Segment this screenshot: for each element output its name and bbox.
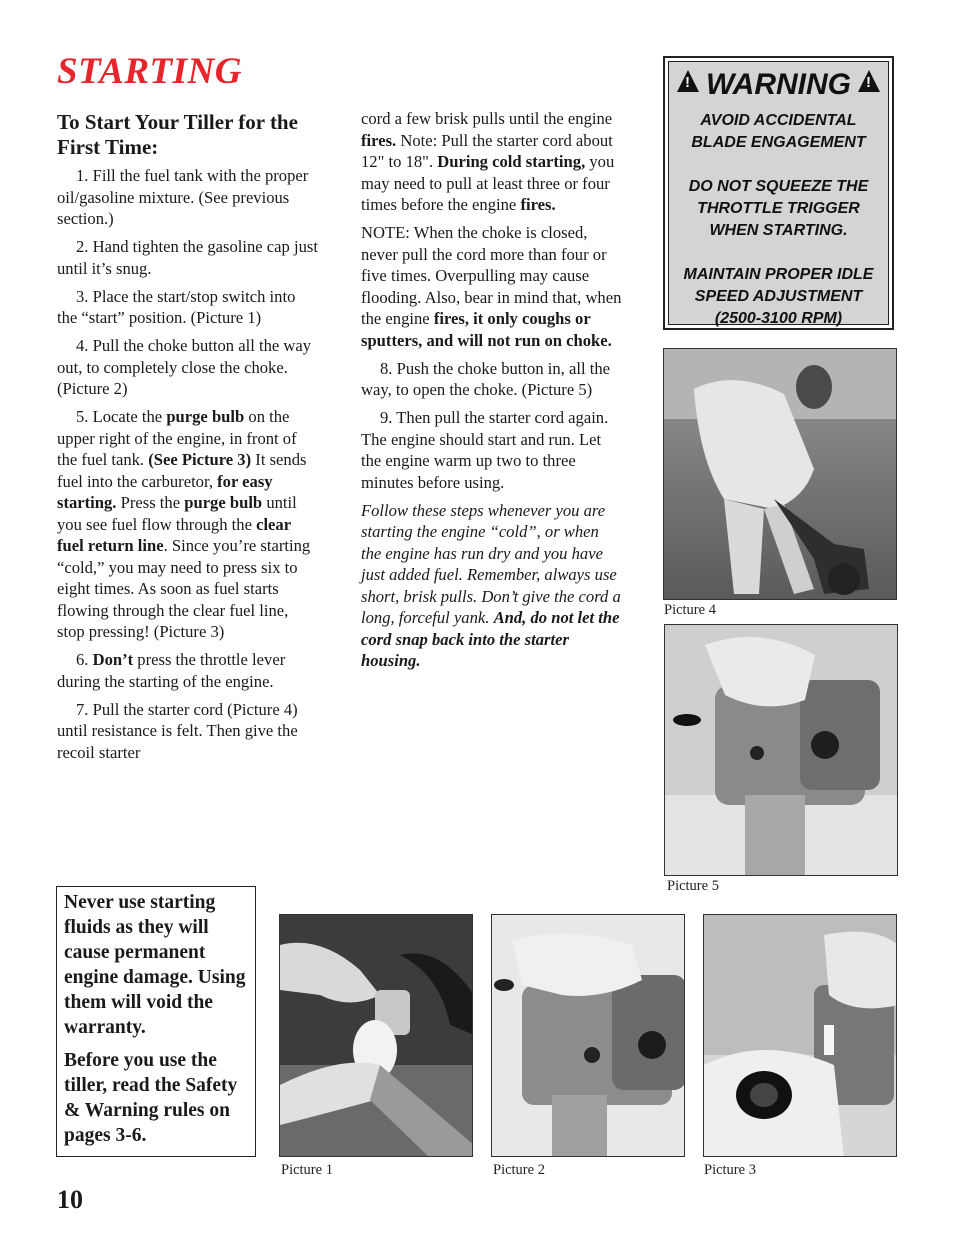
column-left — [57, 165, 319, 770]
picture-1-caption: Picture 1 — [281, 1162, 333, 1178]
step-5: 5. Locate the purge bulb on the upper right of the engine, in front of the fuel tank. (See Picture 3) It sends fuel into the carburetor, for easy starting. Press the purge bulb until you see fuel flow through the clear fuel return line. Since you’re starting “cold,” you may need to press six to eight times. As soon as fuel starts flowing through the clear fuel line, stop pressing! (Picture 3) — [57, 407, 311, 641]
picture-4-caption: Picture 4 — [664, 602, 716, 618]
step-8: 8. Push the choke button in, all the way, to open the choke. (Picture 5) — [361, 358, 610, 399]
warning-box — [663, 56, 894, 330]
picture-2-caption: Picture 2 — [493, 1162, 545, 1178]
warning-line-1: AVOID ACCIDENTAL BLADE ENGAGEMENT — [691, 112, 866, 151]
step-7: 7. Pull the starter cord (Picture 4) until resistance is felt. Then give the recoil starter — [57, 699, 298, 762]
choke-note: NOTE: When the choke is closed, never pull the cord more than four or five times. Overpulling may cause flooding. Also, bear in mind that, when the engine fires, it only coughs or sputters, and will not run on choke. — [361, 223, 622, 350]
step-7-continued: cord a few brisk pulls until the engine fires. Note: Pull the starter cord about 12" to 18". During cold starting, you may need to pull at least three or four times before the engine fires. — [361, 109, 615, 214]
page-number: 10 — [57, 1185, 83, 1214]
step-6: 6. Don’t press the throttle lever during the starting of the engine. — [57, 650, 286, 691]
page-title: STARTING — [57, 51, 242, 92]
warning-title: WARNING — [706, 68, 851, 101]
picture-2-image — [491, 914, 685, 1157]
notice-safety-rules: Before you use the tiller, read the Safety & Warning rules on pages 3-6. — [64, 1050, 238, 1146]
picture-5-image — [664, 624, 898, 876]
warning-panel — [668, 61, 889, 325]
notice-starting-fluids: Never use starting fluids as they will cause permanent engine damage. Using them will void the warranty. — [64, 892, 246, 1038]
picture-4-image — [663, 348, 897, 600]
notice-box — [56, 886, 256, 1157]
warning-triangle-icon: ! — [677, 70, 699, 92]
step-1: 1. Fill the fuel tank with the proper oil/gasoline mixture. (See previous section.) — [57, 166, 309, 228]
warning-line-2: DO NOT SQUEEZE THE THROTTLE TRIGGER WHEN STARTING. — [688, 178, 869, 239]
picture-3-image — [703, 914, 897, 1157]
step-2: 2. Hand tighten the gasoline cap just until it’s snug. — [57, 237, 318, 278]
warning-triangle-icon: ! — [858, 70, 880, 92]
picture-3-caption: Picture 3 — [704, 1162, 756, 1178]
picture-1-image — [279, 914, 473, 1157]
step-9: 9. Then pull the starter cord again. The engine should start and run. Let the engine warm up two to three minutes before using. — [361, 408, 609, 492]
column-middle — [361, 108, 623, 678]
cold-start-note: Follow these steps whenever you are starting the engine “cold”, or when the engine has run dry and you have just added fuel. Remember, always use short, brisk pulls. Don’t give the cord a long, forceful yank. And, do not let the cord snap back into the starter housing. — [361, 500, 621, 670]
warning-line-3: MAINTAIN PROPER IDLE SPEED ADJUSTMENT (2500-3100 RPM) — [683, 266, 874, 327]
step-4: 4. Pull the choke button all the way out, to completely close the choke. (Picture 2) — [57, 336, 312, 398]
warning-text — [675, 110, 882, 352]
section-heading: To Start Your Tiller for the First Time: — [57, 110, 298, 159]
picture-5-caption: Picture 5 — [667, 878, 719, 894]
step-3: 3. Place the start/stop switch into the “start” position. (Picture 1) — [57, 286, 296, 327]
